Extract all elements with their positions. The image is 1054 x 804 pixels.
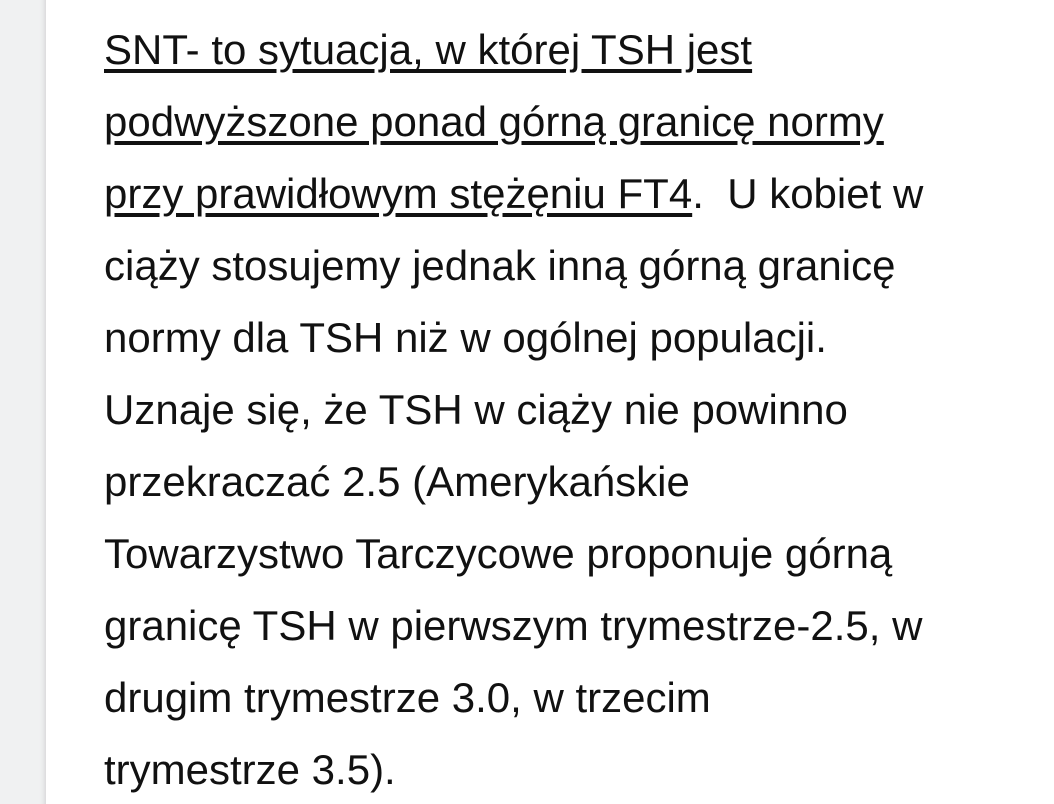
paragraph-line <box>104 14 1034 86</box>
paragraph-line <box>104 374 1034 446</box>
paragraph-line <box>104 158 1034 230</box>
text-segment: ciąży stosujemy jednak inną górną granicę <box>104 242 896 289</box>
text-segment: trymestrze 3.5). <box>104 746 396 793</box>
paragraph <box>104 0 1034 804</box>
text-segment: Towarzystwo Tarczycowe proponuje górną <box>104 530 893 577</box>
paragraph-line <box>104 230 1034 302</box>
text-segment: . U kobiet w <box>692 170 924 217</box>
paragraph-line <box>104 302 1034 374</box>
paragraph-line <box>104 518 1034 590</box>
paragraph-line <box>104 446 1034 518</box>
text-segment: normy dla TSH niż w ogólnej populacji. <box>104 314 827 361</box>
text-segment: przekraczać 2.5 (Amerykańskie <box>104 458 690 505</box>
left-gutter <box>0 0 46 804</box>
underlined-text-segment: przy prawidłowym stężęniu FT4 <box>104 170 693 217</box>
underlined-text-segment: podwyższone ponad górną granicę normy <box>104 98 884 145</box>
paragraph-line <box>104 590 1034 662</box>
paragraph-line <box>104 734 1034 804</box>
paragraph-line <box>104 86 1034 158</box>
text-segment: granicę TSH w pierwszym trymestrze-2.5, w <box>104 602 923 649</box>
underlined-text-segment: SNT- to sytuacja, w której TSH jest <box>104 26 753 73</box>
paragraph-line <box>104 662 1034 734</box>
text-segment: Uznaje się, że TSH w ciąży nie powinno <box>104 386 848 433</box>
text-segment: drugim trymestrze 3.0, w trzecim <box>104 674 711 721</box>
